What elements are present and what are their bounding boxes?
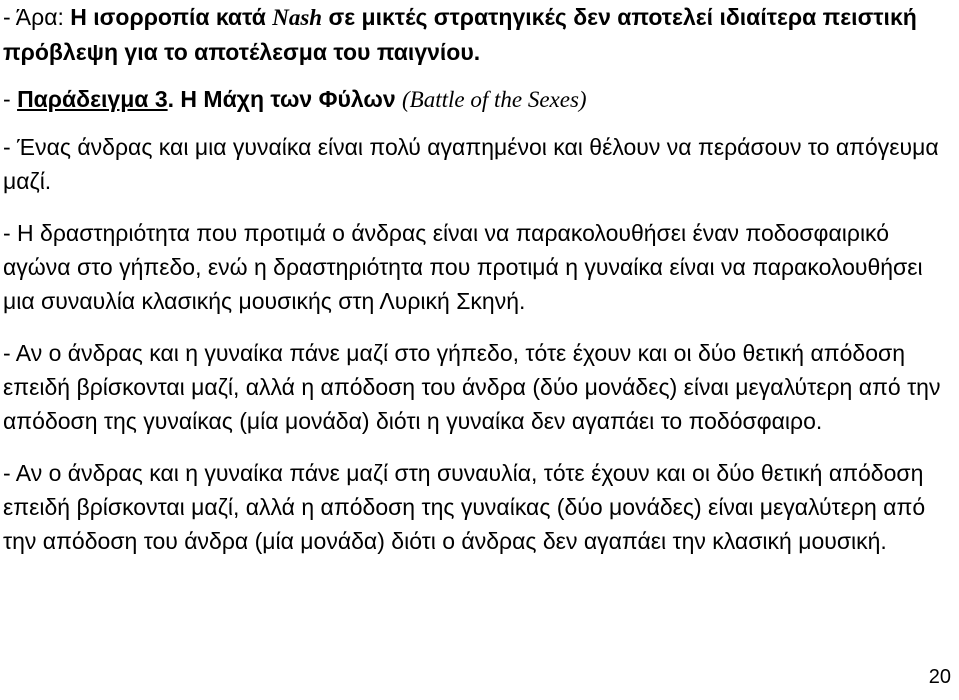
nash-name: Nash: [272, 5, 323, 30]
page-number: 20: [928, 666, 951, 688]
bullet-prefix: - Άρα:: [3, 4, 71, 30]
example-title-english: (Battle of the Sexes): [402, 87, 587, 112]
paragraph-concert-payoff: - Αν ο άνδρας και η γυναίκα πάνε μαζί στη συναυλία, τότε έχουν και οι δύο θετική απόδοση επειδή βρίσκονται μαζί, αλλά η απόδοση της γυναίκας (δύο μονάδες) είναι μεγαλύτερη από την απόδοση του άνδρα (μία μονάδα) διότι ο άνδρας δεν αγαπάει την κλασική μουσική.: [3, 460, 926, 554]
paragraph-couple-intro: - Ένας άνδρας και μια γυναίκα είναι πολύ αγαπημένοι και θέλουν να περάσουν το απόγευμα μαζί.: [3, 134, 939, 194]
nash-statement-part-a: Η ισορροπία κατά: [70, 4, 273, 30]
slide-content: [3, 0, 955, 558]
paragraph-stadium-payoff: - Αν ο άνδρας και η γυναίκα πάνε μαζί στο γήπεδο, τότε έχουν και οι δύο θετική απόδοση επειδή βρίσκονται μαζί, αλλά η απόδοση του άνδρα (δύο μονάδες) είναι μεγαλύτερη από την απόδοση της γυναίκας (μία μονάδα) διότι η γυναίκα δεν αγαπάει το ποδόσφαιρο.: [3, 340, 941, 434]
nash-statement-part-b: σε μικτές στρατηγικές δεν αποτελεί ιδιαίτερα πειστική πρόβλεψη για το αποτέλεσμα του παιγνίου.: [3, 4, 917, 65]
paragraph-example-heading: [3, 82, 955, 117]
paragraph-nash-conclusion: [3, 0, 955, 69]
example-title-greek: . Η Μάχη των Φύλων: [167, 86, 403, 112]
paragraph-preferences: - Η δραστηριότητα που προτιμά ο άνδρας είναι να παρακολουθήσει έναν ποδοσφαιρικό αγώνα στο γήπεδο, ενώ η δραστηριότητα που προτιμά η γυναίκα είναι να παρακολουθήσει μια συναυλία κλασικής μουσικής στη Λυρική Σκηνή.: [3, 220, 923, 314]
bullet-prefix: -: [3, 86, 18, 112]
example-3-link[interactable]: Παράδειγμα 3: [17, 86, 168, 112]
